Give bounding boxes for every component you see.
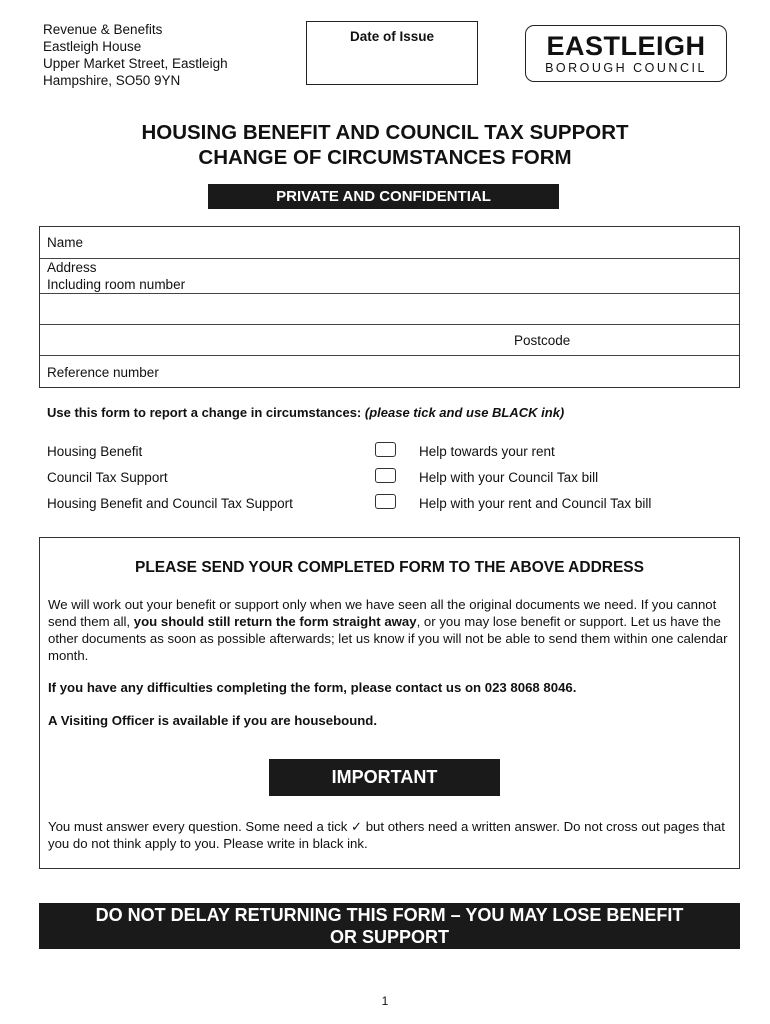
address-sublabel: Including room number	[47, 277, 186, 292]
checkbox-housing-benefit[interactable]	[375, 442, 396, 457]
personal-details-box	[39, 226, 740, 388]
send-form-heading: PLEASE SEND YOUR COMPLETED FORM TO THE ABOVE ADDRESS	[135, 559, 644, 576]
divider	[40, 293, 739, 294]
instruction-note: (please tick and use BLACK ink)	[364, 405, 565, 420]
visiting-officer-paragraph: A Visiting Officer is available if you are housebound.	[48, 713, 378, 728]
address-line: Upper Market Street, Eastleigh	[43, 56, 228, 71]
checkbox-both[interactable]	[375, 494, 396, 509]
name-label: Name	[47, 235, 84, 250]
page-number: 1	[381, 994, 389, 1008]
address-label: Address	[47, 260, 97, 275]
option-desc-council-tax-support: Help with your Council Tax bill	[419, 470, 599, 485]
delay-line1: DO NOT DELAY RETURNING THIS FORM – YOU MAY LOSE BENEFIT	[95, 905, 684, 925]
divider	[40, 258, 739, 259]
para-text: , or you may lose benefit or support. Let us have the other documents as soon as possible afterwards; let us know if you will not be able to send them within one calendar month.	[48, 614, 728, 663]
option-label-both: Housing Benefit and Council Tax Support	[47, 496, 293, 511]
logo-text-main: EASTLEIGH	[546, 31, 706, 61]
para-bold-text: you should still return the form straight away	[133, 614, 417, 629]
date-of-issue-box[interactable]	[306, 21, 478, 85]
checkbox-council-tax-support[interactable]	[375, 468, 396, 483]
option-desc-both: Help with your rent and Council Tax bill	[419, 496, 652, 511]
option-label-council-tax-support: Council Tax Support	[47, 470, 168, 485]
documents-paragraph	[48, 596, 728, 664]
information-box	[39, 537, 740, 869]
para-text: We will work out your benefit or support only when we have seen all the original documents we need. If you cannot send them all,	[48, 597, 717, 629]
reference-number-label: Reference number	[47, 365, 159, 380]
eastleigh-logo	[525, 25, 727, 82]
option-desc-housing-benefit: Help towards your rent	[419, 444, 555, 459]
delay-line2: OR SUPPORT	[329, 927, 449, 947]
instruction-text	[47, 405, 564, 420]
divider	[40, 324, 739, 325]
address-line: Hampshire, SO50 9YN	[43, 73, 181, 88]
confidential-banner: PRIVATE AND CONFIDENTIAL	[208, 184, 559, 209]
option-label-housing-benefit: Housing Benefit	[47, 444, 143, 459]
instruction-main: Use this form to report a change in circumstances:	[47, 405, 362, 420]
divider	[40, 355, 739, 356]
logo-text-sub: BOROUGH COUNCIL	[545, 61, 707, 75]
do-not-delay-banner	[39, 903, 740, 949]
contact-paragraph: If you have any difficulties completing the form, please contact us on 023 8068 8046.	[48, 680, 577, 695]
postcode-label: Postcode	[514, 333, 571, 348]
address-line: Revenue & Benefits	[43, 22, 163, 37]
answer-questions-paragraph: You must answer every question. Some need a tick ✓ but others need a written answer. Do not cross out pages that you do not think apply to you. Please write in black ink.	[48, 819, 725, 851]
date-of-issue-label: Date of Issue	[349, 29, 435, 44]
important-banner: IMPORTANT	[269, 759, 500, 796]
page-title-line1: HOUSING BENEFIT AND COUNCIL TAX SUPPORT	[141, 121, 629, 144]
council-address	[43, 21, 228, 89]
page-title-line2: CHANGE OF CIRCUMSTANCES FORM	[198, 146, 572, 169]
address-line: Eastleigh House	[43, 39, 142, 54]
